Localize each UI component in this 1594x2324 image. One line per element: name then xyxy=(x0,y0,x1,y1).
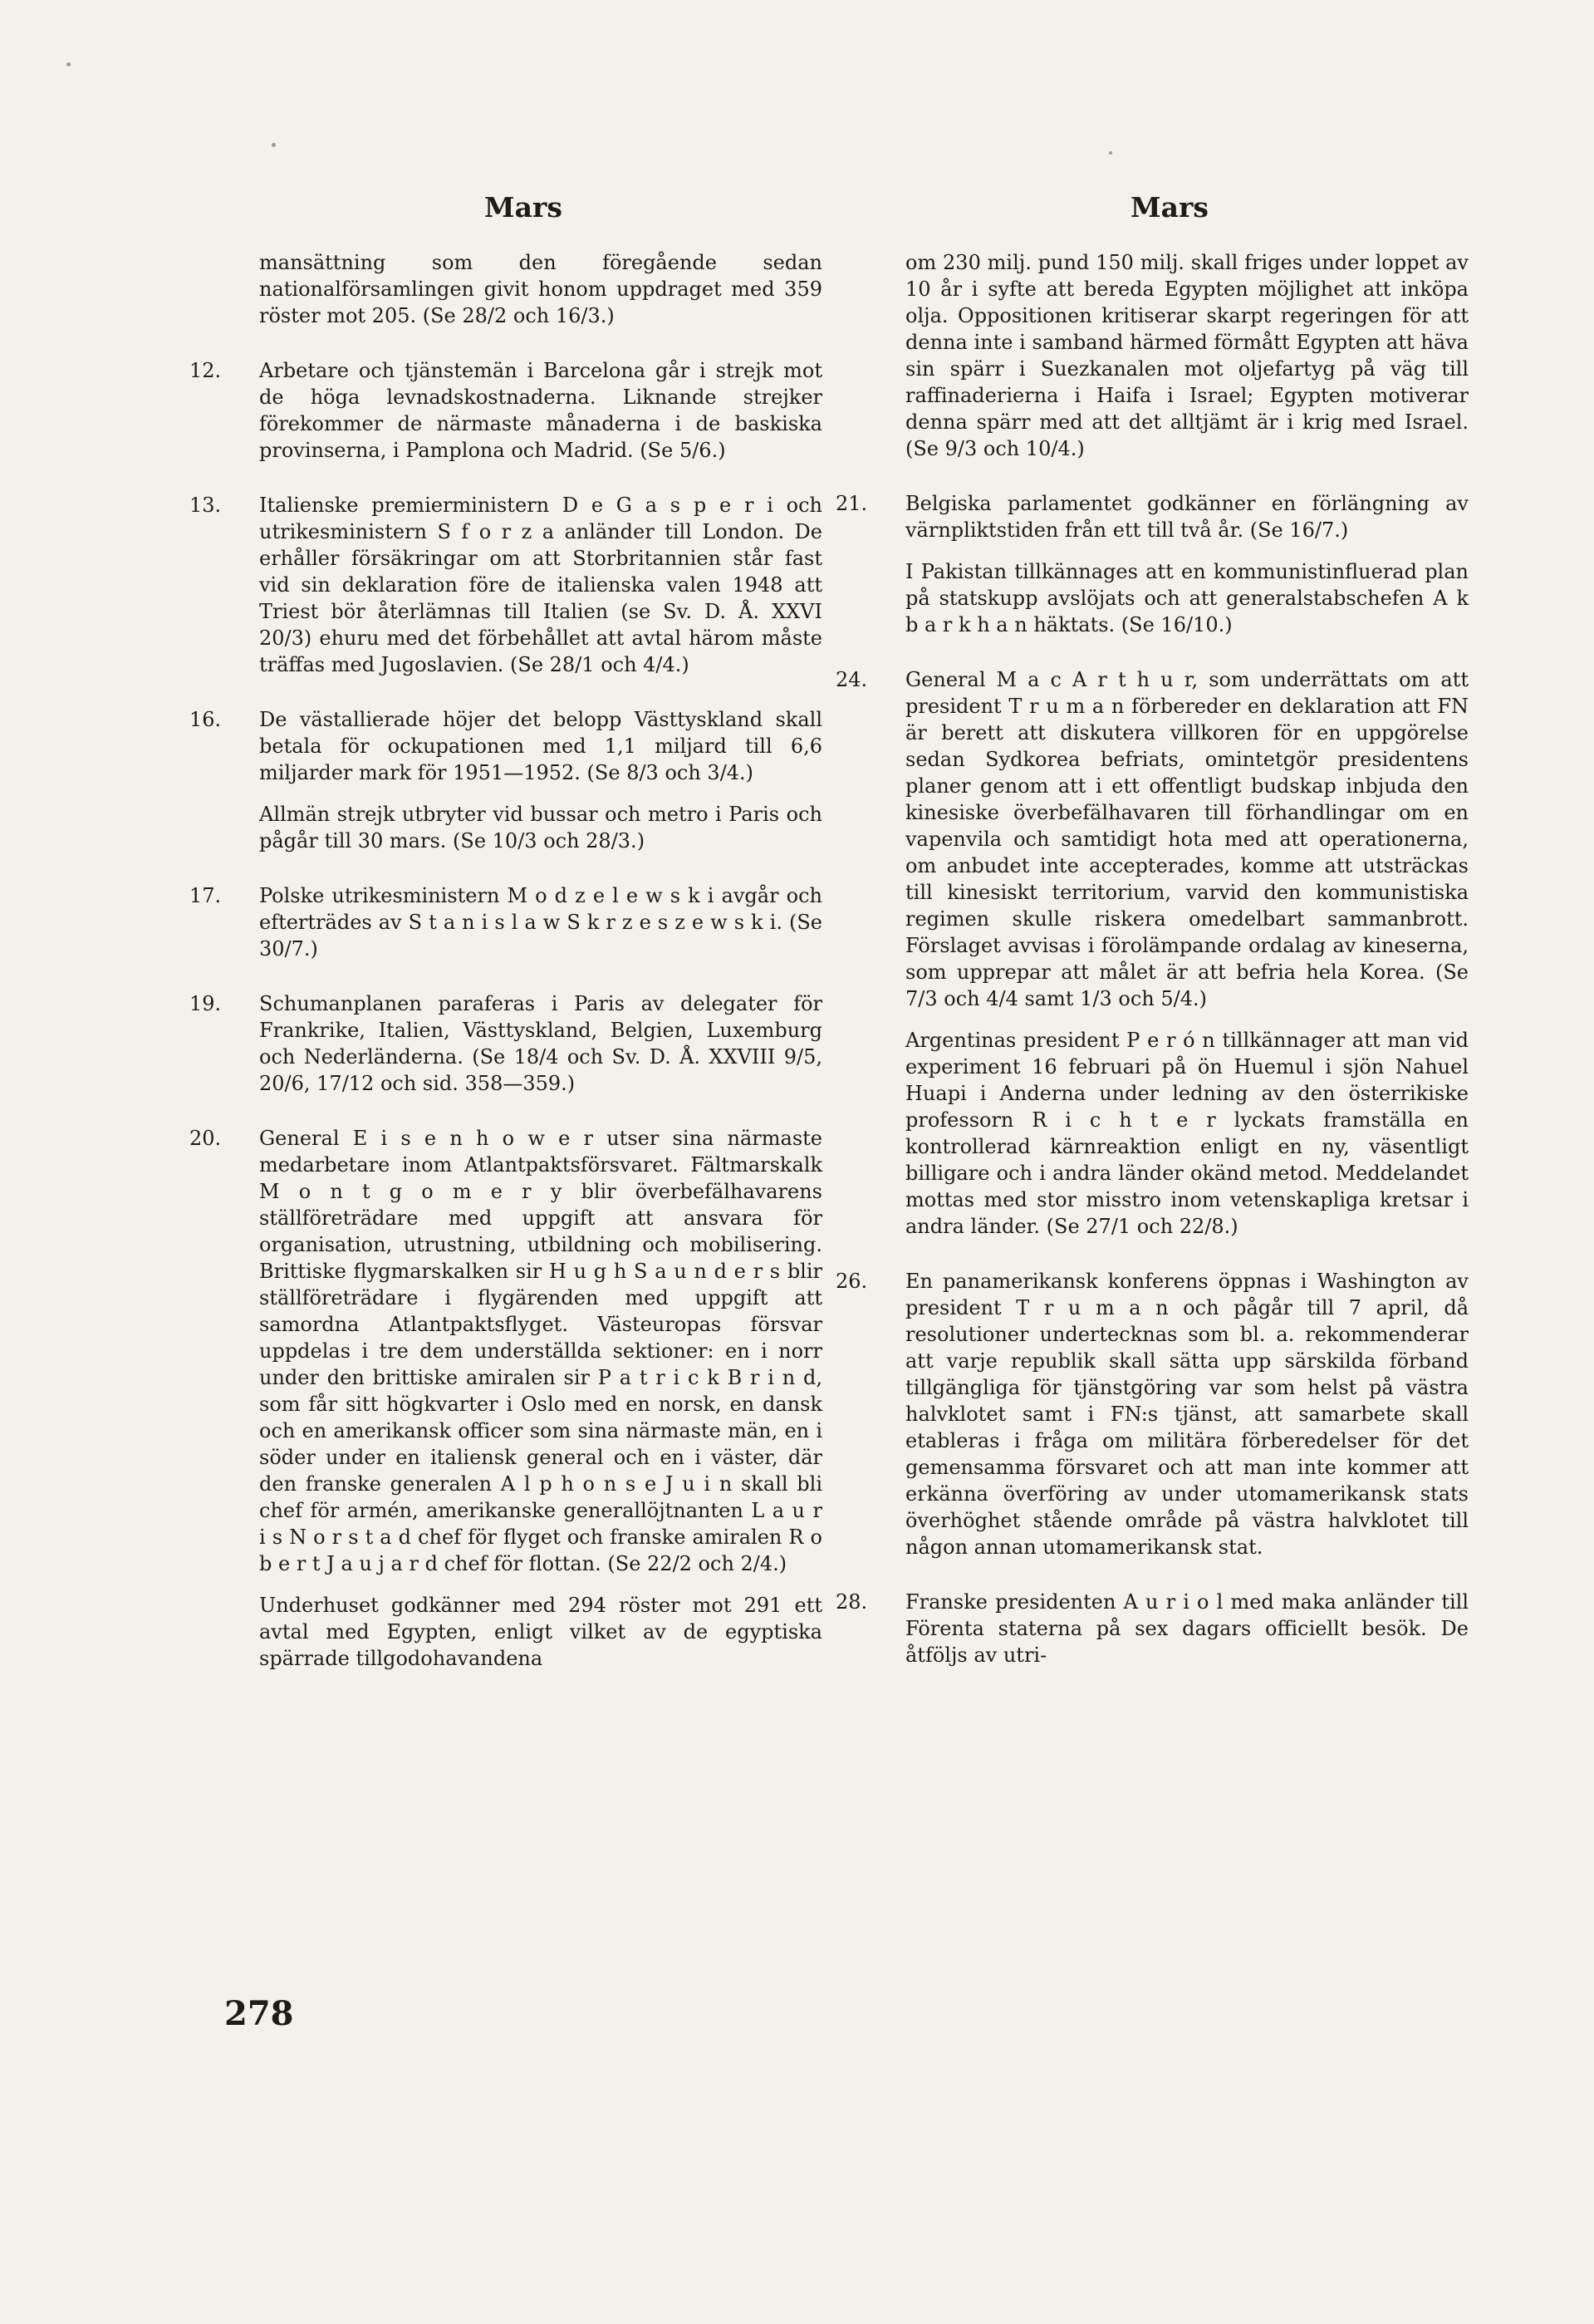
speck xyxy=(66,62,71,66)
entry-date: 16. xyxy=(189,708,222,731)
entry-continuation: Underhuset godkänner med 294 röster mot 291 ett avtal med Egypten, enligt vilket av de egyptiska spärrade tillgodohavandena xyxy=(259,1594,822,1670)
chronicle-entry xyxy=(189,990,822,1097)
entry-text: Italienske premierministern D e G a s p e r i och utrikesministern S f o r z a anländer till London. De erhåller försäkringar om att Storbritannien står fast vid sin deklaration före de italienska valen 1948 att Triest bör återlämnas till Italien (se Sv. D. Å. XXVI 20/3) ehuru med det förbehållet att avtal härom måste träffas med Jugoslavien. (Se 28/1 och 4/4.) xyxy=(259,494,822,676)
entry-date: 26. xyxy=(836,1270,868,1293)
chronicle-entry xyxy=(189,357,822,464)
entry-continuation: Allmän strejk utbryter vid bussar och metro i Paris och pågår till 30 mars. (Se 10/3 och 28/3.) xyxy=(259,803,822,852)
entry-date: 12. xyxy=(189,359,222,382)
entry-date: 17. xyxy=(189,884,222,907)
entry-text: Polske utrikesministern M o d z e l e w s k i avgår och efterträdes av S t a n i s l a w S k r z e s z e w s k i. (Se 30/7.) xyxy=(259,884,822,961)
entry-continuation: Argentinas president P e r ó n tillkännager att man vid experiment 16 februari på ön Huemul i sjön Nahuel Huapi i Anderna under ledning av den österrikiske professorn R i c h t e r lyckats framställa en kontrollerad kärnreaktion enligt en ny, väsentligt billigare och i andra länder okänd metod. Meddelandet mottas med stor misstro inom vetenskapliga kretsar i andra länder. (Se 27/1 och 22/8.) xyxy=(905,1029,1469,1238)
entry-text: Arbetare och tjänstemän i Barcelona går i strejk mot de höga levnadskostnaderna. Liknande strejker förekommer de närmaste månaderna i de baskiska provinserna, i Pamplona och Madrid. (Se 5/6.) xyxy=(259,359,822,462)
chronicle-entry xyxy=(871,249,1469,462)
entry-continuation: I Pakistan tillkännages att en kommunistinfluerad plan på statskupp avslöjats och att generalstabschefen A k b a r k h a n häktats. (Se 16/10.) xyxy=(905,560,1469,636)
page-number: 278 xyxy=(224,1994,294,2033)
left-column-body xyxy=(189,249,822,1700)
entry-date: 21. xyxy=(836,492,868,515)
entry-date: 28. xyxy=(836,1590,868,1614)
chronicle-entry xyxy=(836,1589,1469,1668)
chronicle-entry xyxy=(224,249,822,329)
entry-text: Belgiska parlamentet godkänner en förlängning av värnpliktstiden från ett till två år. (Se 16/7.) xyxy=(905,492,1469,542)
entry-date: 19. xyxy=(189,992,222,1015)
entry-text: En panamerikansk konferens öppnas i Washington av president T r u m a n och pågår till 7 april, då resolutioner undertecknas som bl. a. rekommenderar att varje republik skall sätta upp särskilda förband tillgängliga för tjänstgöring var som helst på västra halvklotet samt i FN:s tjänst, att samarbete skall etableras i fråga om militära förberedelser för det gemensamma försvaret och att man inte kommer att erkänna överföring av under utomamerikansk stats överhöghet stående område på västra halvklotet till någon annan utomamerikansk stat. xyxy=(905,1270,1469,1559)
chronicle-entry xyxy=(836,1268,1469,1560)
speck xyxy=(272,143,276,147)
entry-text: Schumanplanen paraferas i Paris av delegater för Frankrike, Italien, Västtyskland, Belgien, Luxemburg och Nederländerna. (Se 18/4 och Sv. D. Å. XXVIII 9/5, 20/6, 17/12 och sid. 358—359.) xyxy=(259,992,822,1095)
chronicle-entry xyxy=(189,882,822,962)
entry-date: 20. xyxy=(189,1127,222,1150)
right-column-body xyxy=(836,249,1469,1697)
entry-date: 24. xyxy=(836,668,868,691)
entry-text: General E i s e n h o w e r utser sina närmaste medarbetare inom Atlantpaktsförsvaret. Fältmarskalk M o n t g o m e r y blir överbefälhavarens ställföreträdare med uppgift att ansvara för organisation, utrustning, utbildning och mobilisering. Brittiske flygmarskalken sir H u g h S a u n d e r s blir ställföreträdare i flygärenden med uppgift att samordna Atlantpaktsflyget. Västeuropas försvar uppdelas i tre dem underställda sektioner: en i norr under den brittiske amiralen sir P a t r i c k B r i n d, som får sitt högkvarter i Oslo med en norsk, en dansk och en amerikansk officer som sina närmaste män, en i söder under en italiensk general och en i väster, där den franske generalen A l p h o n s e J u i n skall bli chef för armén, amerikanske generallöjtnanten L a u r i s N o r s t a d chef för flyget och franske amiralen R o b e r t J a u j a r d chef för flottan. (Se 22/2 och 2/4.) xyxy=(259,1127,822,1575)
left-column-header: Mars xyxy=(484,191,562,224)
entry-text: De västallierade höjer det belopp Västtyskland skall betala för ockupationen med 1,1 miljard till 6,6 miljarder mark för 1951—1952. (Se 8/3 och 3/4.) xyxy=(259,708,822,784)
entry-date: 13. xyxy=(189,494,222,517)
entry-text: Franske presidenten A u r i o l med maka anländer till Förenta staterna på sex dagars officiellt besök. De åtföljs av utri- xyxy=(905,1590,1469,1667)
chronicle-entry xyxy=(836,666,1469,1240)
chronicle-entry xyxy=(189,706,822,854)
entry-text: General M a c A r t h u r, som underrättats om att president T r u m a n förbereder en deklaration att FN är berett att diskutera villkoren för en uppgörelse sedan Sydkorea befriats, omintetgör presidentens planer genom att i ett offentligt budskap inbjuda den kinesiske överbefälhavaren till förhandlingar om en vapenvila och samtidigt hota med att operationerna, om anbudet inte accepterades, komme att utsträckas till kinesiskt territorium, varvid den kommunistiska regimen skulle riskera omedelbart sammanbrott. Förslaget avvisas i förolämpande ordalag av kineserna, som upprepar att målet är att befria hela Korea. (Se 7/3 och 4/4 samt 1/3 och 5/4.) xyxy=(905,668,1469,1010)
chronicle-entry xyxy=(836,490,1469,638)
entry-text: mansättning som den föregående sedan nationalförsamlingen givit honom uppdraget med 359 röster mot 205. (Se 28/2 och 16/3.) xyxy=(259,251,822,327)
chronicle-entry xyxy=(189,1125,822,1672)
speck xyxy=(1109,151,1112,155)
chronicle-entry xyxy=(189,492,822,678)
right-column-header: Mars xyxy=(1131,191,1209,224)
entry-text: om 230 milj. pund 150 milj. skall friges under loppet av 10 år i syfte att bereda Egypten möjlighet att inköpa olja. Oppositionen kritiserar skarpt regeringen för att denna inte i samband härmed förmått Egypten att häva sin spärr i Suezkanalen mot oljefartyg på väg till raffinaderierna i Haifa i Israel; Egypten motiverar denna spärr med att det alltjämt är i krig med Israel. (Se 9/3 och 10/4.) xyxy=(905,251,1469,460)
